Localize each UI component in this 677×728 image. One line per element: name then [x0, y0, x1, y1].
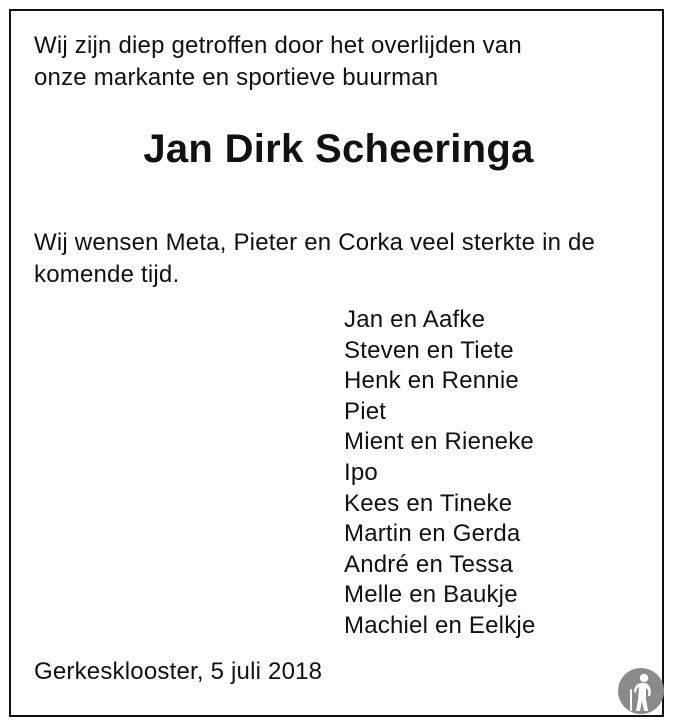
signer-item: Piet — [344, 397, 387, 425]
signer-item: André en Tessa — [344, 550, 514, 578]
signer-item: Mient en Rieneke — [344, 428, 534, 456]
intro-line-2: onze markante en sportieve buurman — [34, 64, 439, 91]
signer-item: Martin en Gerda — [344, 520, 521, 548]
signer-item: Machiel en Eelkje — [344, 611, 536, 639]
signer-item: Steven en Tiete — [344, 336, 514, 364]
signer-item: Kees en Tineke — [344, 489, 513, 517]
place-date: Gerkesklooster, 5 juli 2018 — [34, 658, 323, 685]
signer-item: Henk en Rennie — [344, 367, 519, 395]
intro-text — [34, 30, 522, 94]
condolence-line-2: komende tijd. — [34, 261, 180, 288]
condolence-line-1: Wij wensen Meta, Pieter en Corka veel sterkte in de — [34, 229, 596, 256]
memorial-figure-icon — [617, 667, 665, 715]
signer-item: Jan en Aafke — [344, 306, 486, 333]
condolence-text — [34, 227, 595, 291]
intro-line-1: Wij zijn diep getroffen door het overlijden van — [34, 32, 522, 59]
signer-item: Melle en Baukje — [344, 581, 518, 609]
signer-item: Ipo — [344, 458, 378, 486]
deceased-name: Jan Dirk Scheeringa — [143, 127, 534, 171]
signers-list — [344, 305, 536, 642]
notice-border — [9, 9, 664, 717]
